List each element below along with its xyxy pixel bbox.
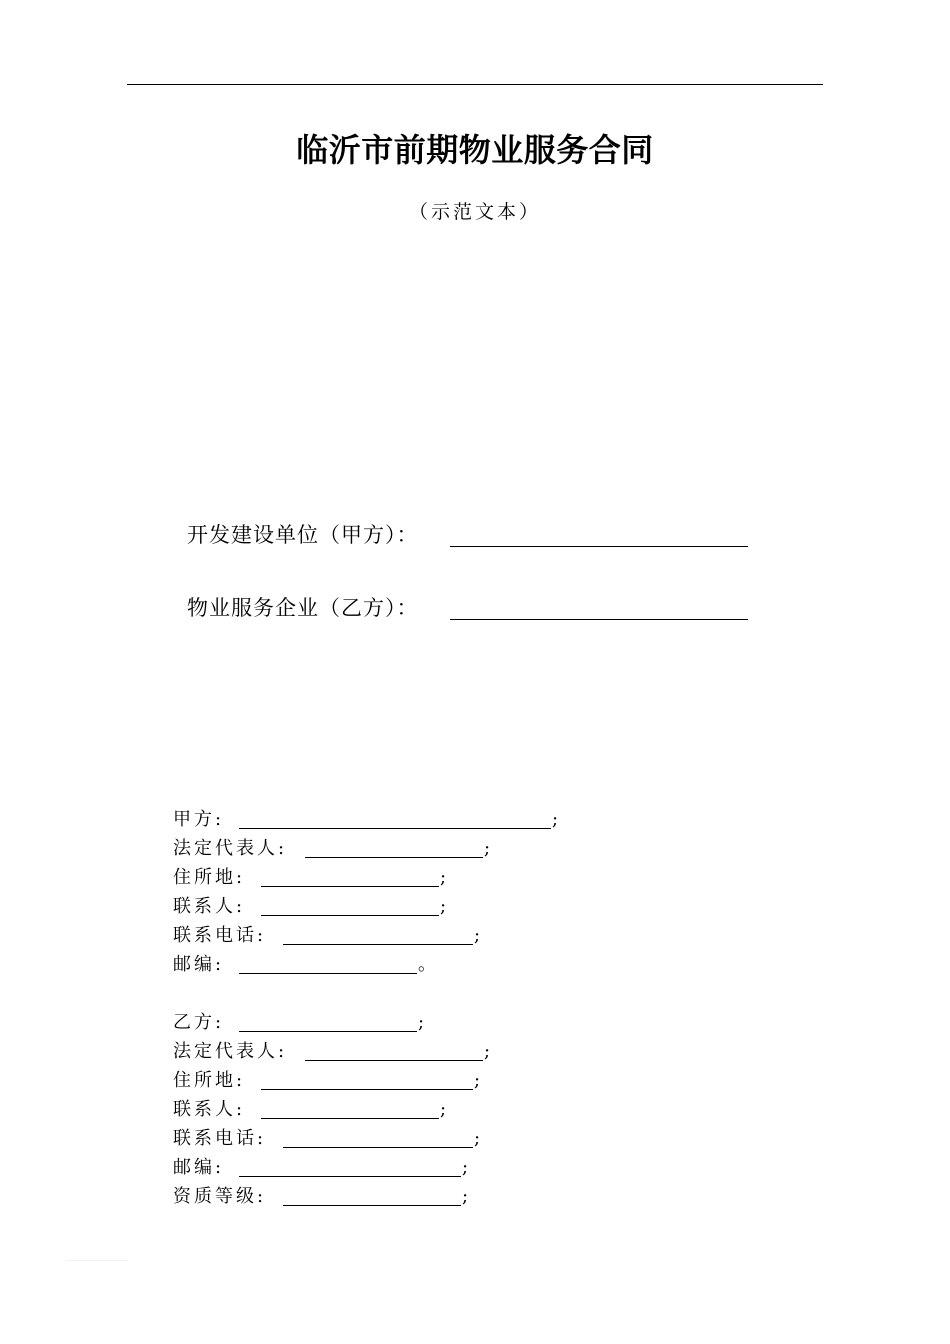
party-b-contact-row [173,1095,673,1124]
party-a-address-end: ; [440,867,447,888]
party-a-contact-blank[interactable] [261,915,439,916]
party-b-name-label: 乙方: [173,1012,225,1033]
cover-party-b-label: 物业服务企业（乙方）： [187,596,419,620]
document-title: 临沂市前期物业服务合同 [296,131,654,169]
party-a-zip-label: 邮编: [173,954,225,975]
party-a-contact-end: ; [440,896,447,917]
party-b-zip-label: 邮编: [173,1157,225,1178]
party-b-grade-end: ; [462,1186,469,1207]
party-a-name-label: 甲方: [173,809,225,830]
party-b-rep-blank[interactable] [305,1060,483,1061]
party-b-zip-blank[interactable] [239,1176,461,1177]
party-a-phone-label: 联系电话: [173,925,267,946]
party-b-name-blank[interactable] [239,1031,417,1032]
party-b-zip-end: ; [462,1157,469,1178]
party-b-grade-blank[interactable] [283,1205,461,1206]
faint-footer-mark [66,1260,128,1261]
party-a-rep-label: 法定代表人: [173,838,288,859]
party-a-phone-blank[interactable] [283,944,473,945]
cover-party-a-label: 开发建设单位（甲方）： [187,523,419,547]
cover-party-b-blank[interactable] [450,619,748,620]
party-a-name-blank[interactable] [239,828,551,829]
party-b-name-row [173,1008,673,1037]
party-b-name-end: ; [418,1012,425,1033]
party-b-address-blank[interactable] [261,1089,473,1090]
party-a-contact-row [173,892,673,921]
party-a-zip-blank[interactable] [239,973,417,974]
party-a-rep-end: ; [484,838,491,859]
party-a-zip-end: 。 [418,954,436,975]
party-b-contact-end: ; [440,1099,447,1120]
header-rule [127,84,823,85]
party-b-grade-label: 资质等级: [173,1186,267,1207]
party-b-rep-end: ; [484,1041,491,1062]
party-a-name-row [173,805,673,834]
party-a-phone-row [173,921,673,950]
party-a-contact-label: 联系人: [173,896,246,917]
party-b-phone-end: ; [474,1128,481,1149]
cover-party-a-blank[interactable] [450,546,748,547]
party-a-address-blank[interactable] [261,886,439,887]
party-a-rep-blank[interactable] [305,857,483,858]
party-b-contact-blank[interactable] [261,1118,439,1119]
party-b-grade-row [173,1182,673,1211]
party-b-address-label: 住所地: [173,1070,246,1091]
party-b-rep-row [173,1037,673,1066]
party-b-phone-blank[interactable] [283,1147,473,1148]
party-b-contact-label: 联系人: [173,1099,246,1120]
party-a-address-row [173,863,673,892]
party-b-address-row [173,1066,673,1095]
party-a-address-label: 住所地: [173,867,246,888]
party-a-name-end: ; [552,809,559,830]
party-a-zip-row [173,950,673,979]
party-b-phone-label: 联系电话: [173,1128,267,1149]
party-a-rep-row [173,834,673,863]
party-a-phone-end: ; [474,925,481,946]
party-b-phone-row [173,1124,673,1153]
party-b-rep-label: 法定代表人: [173,1041,288,1062]
document-subtitle: （示范文本） [408,201,541,223]
party-b-zip-row [173,1153,673,1182]
party-b-address-end: ; [474,1070,481,1091]
